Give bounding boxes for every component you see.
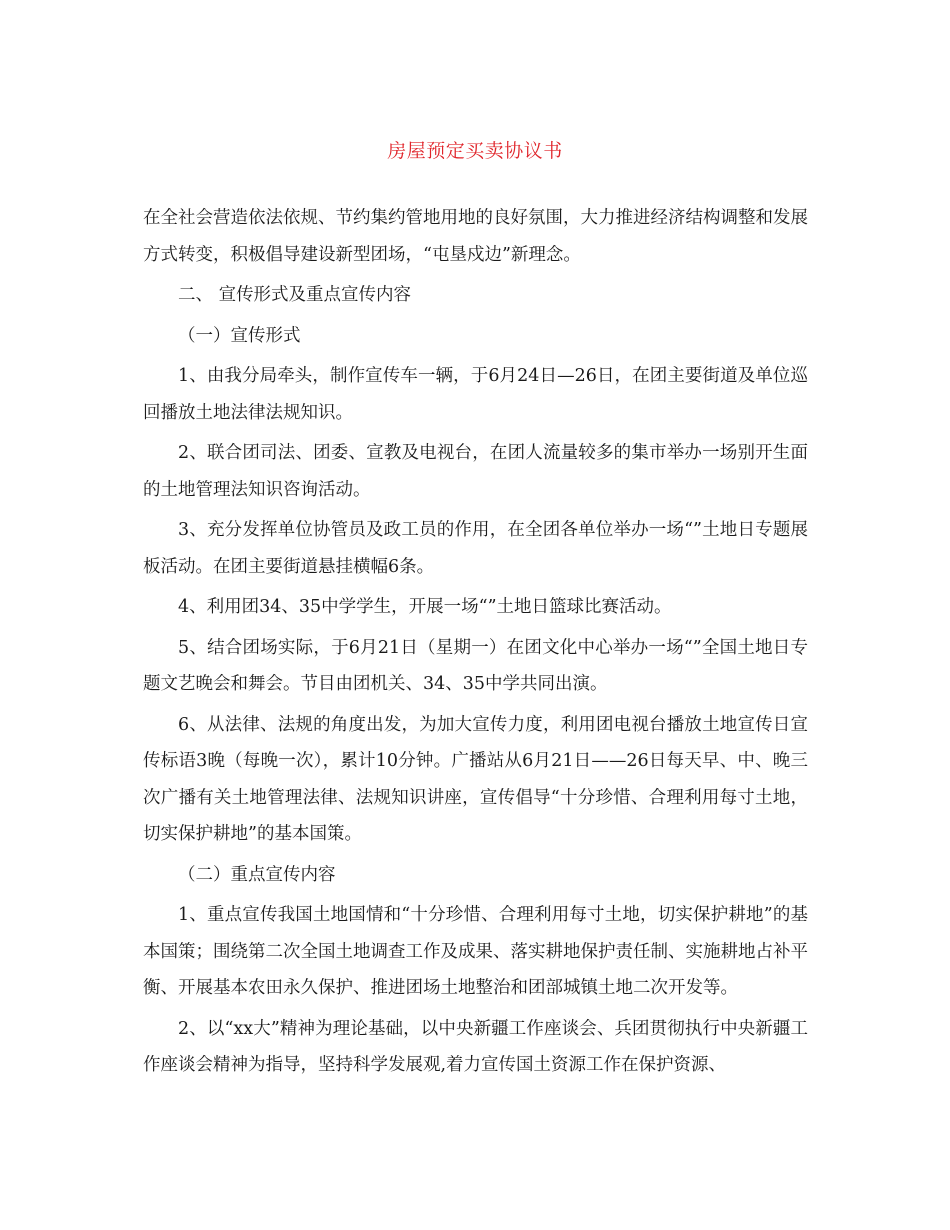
paragraph-item-4: 4、利用团34、35中学学生，开展一场“”土地日篮球比赛活动。	[178, 597, 672, 617]
paragraph-key-content-1: 1、重点宣传我国土地国情和“十分珍惜、合理利用每寸土地，切实保护耕地”的基本国策；围绕第二次全国土地调查工作及成果、落实耕地保护责任制、实施耕地占补平衡、开展基本农田永久保护、推进团场土地整治和团部城镇土地二次开发等。	[143, 905, 808, 998]
paragraph-item-6: 6、从法律、法规的角度出发，为加大宣传力度，利用团电视台播放土地宣传日宣传标语3晚（每晚一次），累计10分钟。广播站从6月21日——26日每天早、中、晚三次广播有关土地管理法律、法规知识讲座，宣传倡导“十分珍惜、合理利用每寸土地，切实保护耕地”的基本国策。	[143, 714, 808, 844]
subsection-heading-forms: （一）宣传形式	[178, 325, 301, 346]
paragraph-key-content-2: 2、以“xx大”精神为理论基础，以中央新疆工作座谈会、兵团贯彻执行中央新疆工作座谈会精神为指导，坚持科学发展观,着力宣传国土资源工作在保护资源、	[143, 1018, 808, 1075]
paragraph-item-1: 1、由我分局牵头，制作宣传车一辆，于6月24日—26日，在团主要街道及单位巡回播放土地法律法规知识。	[143, 366, 808, 423]
paragraph-intro: 在全社会营造依法依规、节约集约管地用地的良好氛围，大力推进经济结构调整和发展方式转变，积极倡导建设新型团场，“屯垦戍边”新理念。	[143, 208, 808, 265]
document-body	[143, 200, 808, 1088]
paragraph-item-3: 3、充分发挥单位协管员及政工员的作用，在全团各单位举办一场“”土地日专题展板活动。在团主要街道悬挂横幅6条。	[143, 520, 808, 577]
subsection-heading-key-content: （二）重点宣传内容	[178, 864, 336, 885]
document-title: 房屋预定买卖协议书	[387, 140, 563, 162]
section-heading-two: 二、 宣传形式及重点宣传内容	[178, 285, 412, 305]
paragraph-item-5: 5、结合团场实际，于6月21日（星期一）在团文化中心举办一场“”全国土地日专题文艺晚会和舞会。节目由团机关、34、35中学共同出演。	[143, 637, 808, 694]
paragraph-item-2: 2、联合团司法、团委、宣教及电视台，在团人流量较多的集市举办一场别开生面的土地管理法知识咨询活动。	[143, 443, 808, 500]
